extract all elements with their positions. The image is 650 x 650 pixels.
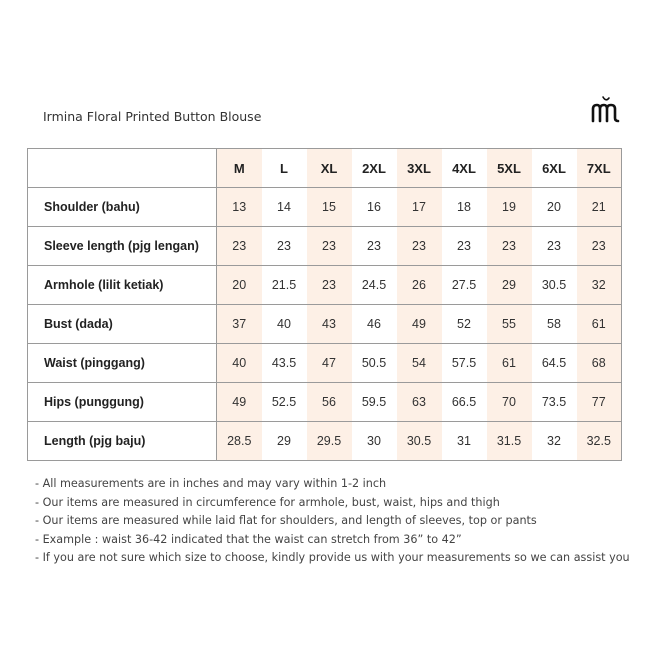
size-header-7xl: 7XL	[577, 149, 622, 188]
measurement-value: 23	[262, 227, 307, 266]
measurement-value: 57.5	[442, 344, 487, 383]
size-header-xl: XL	[307, 149, 352, 188]
measurement-value: 23	[442, 227, 487, 266]
header-empty-cell	[28, 149, 217, 188]
measurement-value: 24.5	[352, 266, 397, 305]
measurement-value: 58	[532, 305, 577, 344]
note-line: - Our items are measured while laid flat for shoulders, and length of sleeves, top or pants	[35, 514, 537, 527]
measurement-value: 20	[532, 188, 577, 227]
measurement-value: 20	[217, 266, 262, 305]
measurement-value: 68	[577, 344, 622, 383]
measurement-value: 56	[307, 383, 352, 422]
note-line: - All measurements are in inches and may vary within 1-2 inch	[35, 477, 387, 490]
measurement-value: 23	[532, 227, 577, 266]
measurement-value: 23	[577, 227, 622, 266]
table-row	[28, 305, 622, 344]
measurement-value: 52	[442, 305, 487, 344]
note-line: - Our items are measured in circumference for armhole, bust, waist, hips and thigh	[35, 495, 500, 509]
table-row	[28, 266, 622, 305]
measurement-value: 26	[397, 266, 442, 305]
size-header-l: L	[262, 149, 307, 188]
measurement-label: Length (pjg baju)	[28, 422, 217, 461]
measurement-label: Sleeve length (pjg lengan)	[28, 227, 217, 266]
measurement-notes	[35, 475, 630, 568]
size-chart-table	[27, 148, 622, 461]
measurement-value: 52.5	[262, 383, 307, 422]
size-header-m: M	[217, 149, 262, 188]
measurement-value: 21	[577, 188, 622, 227]
size-header-2xl: 2XL	[352, 149, 397, 188]
note-line: - Example : waist 36-42 indicated that the waist can stretch from 36” to 42”	[35, 532, 462, 546]
measurement-value: 64.5	[532, 344, 577, 383]
measurement-value: 23	[487, 227, 532, 266]
measurement-value: 15	[307, 188, 352, 227]
measurement-value: 27.5	[442, 266, 487, 305]
measurement-label: Shoulder (bahu)	[28, 188, 217, 227]
measurement-value: 18	[442, 188, 487, 227]
measurement-value: 31.5	[487, 422, 532, 461]
measurement-value: 50.5	[352, 344, 397, 383]
measurement-value: 32	[577, 266, 622, 305]
measurement-value: 40	[262, 305, 307, 344]
measurement-value: 14	[262, 188, 307, 227]
table-row	[28, 188, 622, 227]
product-title: Irmina Floral Printed Button Blouse	[43, 109, 262, 124]
measurement-value: 30.5	[532, 266, 577, 305]
measurement-value: 29	[262, 422, 307, 461]
measurement-value: 47	[307, 344, 352, 383]
table-row	[28, 422, 622, 461]
measurement-value: 54	[397, 344, 442, 383]
measurement-value: 16	[352, 188, 397, 227]
measurement-value: 49	[217, 383, 262, 422]
measurement-value: 43	[307, 305, 352, 344]
measurement-value: 32.5	[577, 422, 622, 461]
measurement-value: 31	[442, 422, 487, 461]
measurement-value: 59.5	[352, 383, 397, 422]
measurement-label: Hips (punggung)	[28, 383, 217, 422]
measurement-value: 23	[397, 227, 442, 266]
brand-m-logo	[590, 94, 622, 126]
measurement-value: 66.5	[442, 383, 487, 422]
measurement-value: 37	[217, 305, 262, 344]
measurement-value: 23	[307, 227, 352, 266]
measurement-value: 23	[352, 227, 397, 266]
measurement-label: Bust (dada)	[28, 305, 217, 344]
measurement-value: 46	[352, 305, 397, 344]
measurement-value: 70	[487, 383, 532, 422]
measurement-value: 55	[487, 305, 532, 344]
measurement-value: 29.5	[307, 422, 352, 461]
measurement-value: 32	[532, 422, 577, 461]
size-header-6xl: 6XL	[532, 149, 577, 188]
measurement-value: 77	[577, 383, 622, 422]
table-row	[28, 227, 622, 266]
measurement-value: 43.5	[262, 344, 307, 383]
size-header-3xl: 3XL	[397, 149, 442, 188]
size-header-5xl: 5XL	[487, 149, 532, 188]
size-header-4xl: 4XL	[442, 149, 487, 188]
measurement-value: 30.5	[397, 422, 442, 461]
note-line: - If you are not sure which size to choose, kindly provide us with your measurements so we can assist you	[35, 551, 630, 564]
measurement-value: 23	[307, 266, 352, 305]
size-header-row	[28, 149, 622, 188]
table-row	[28, 383, 622, 422]
measurement-value: 63	[397, 383, 442, 422]
measurement-value: 40	[217, 344, 262, 383]
measurement-label: Armhole (lilit ketiak)	[28, 266, 217, 305]
measurement-value: 17	[397, 188, 442, 227]
measurement-value: 13	[217, 188, 262, 227]
measurement-value: 30	[352, 422, 397, 461]
measurement-value: 19	[487, 188, 532, 227]
measurement-value: 23	[217, 227, 262, 266]
measurement-value: 21.5	[262, 266, 307, 305]
table-row	[28, 344, 622, 383]
measurement-value: 61	[577, 305, 622, 344]
measurement-value: 29	[487, 266, 532, 305]
measurement-label: Waist (pinggang)	[28, 344, 217, 383]
measurement-value: 73.5	[532, 383, 577, 422]
measurement-value: 61	[487, 344, 532, 383]
measurement-value: 28.5	[217, 422, 262, 461]
measurement-value: 49	[397, 305, 442, 344]
